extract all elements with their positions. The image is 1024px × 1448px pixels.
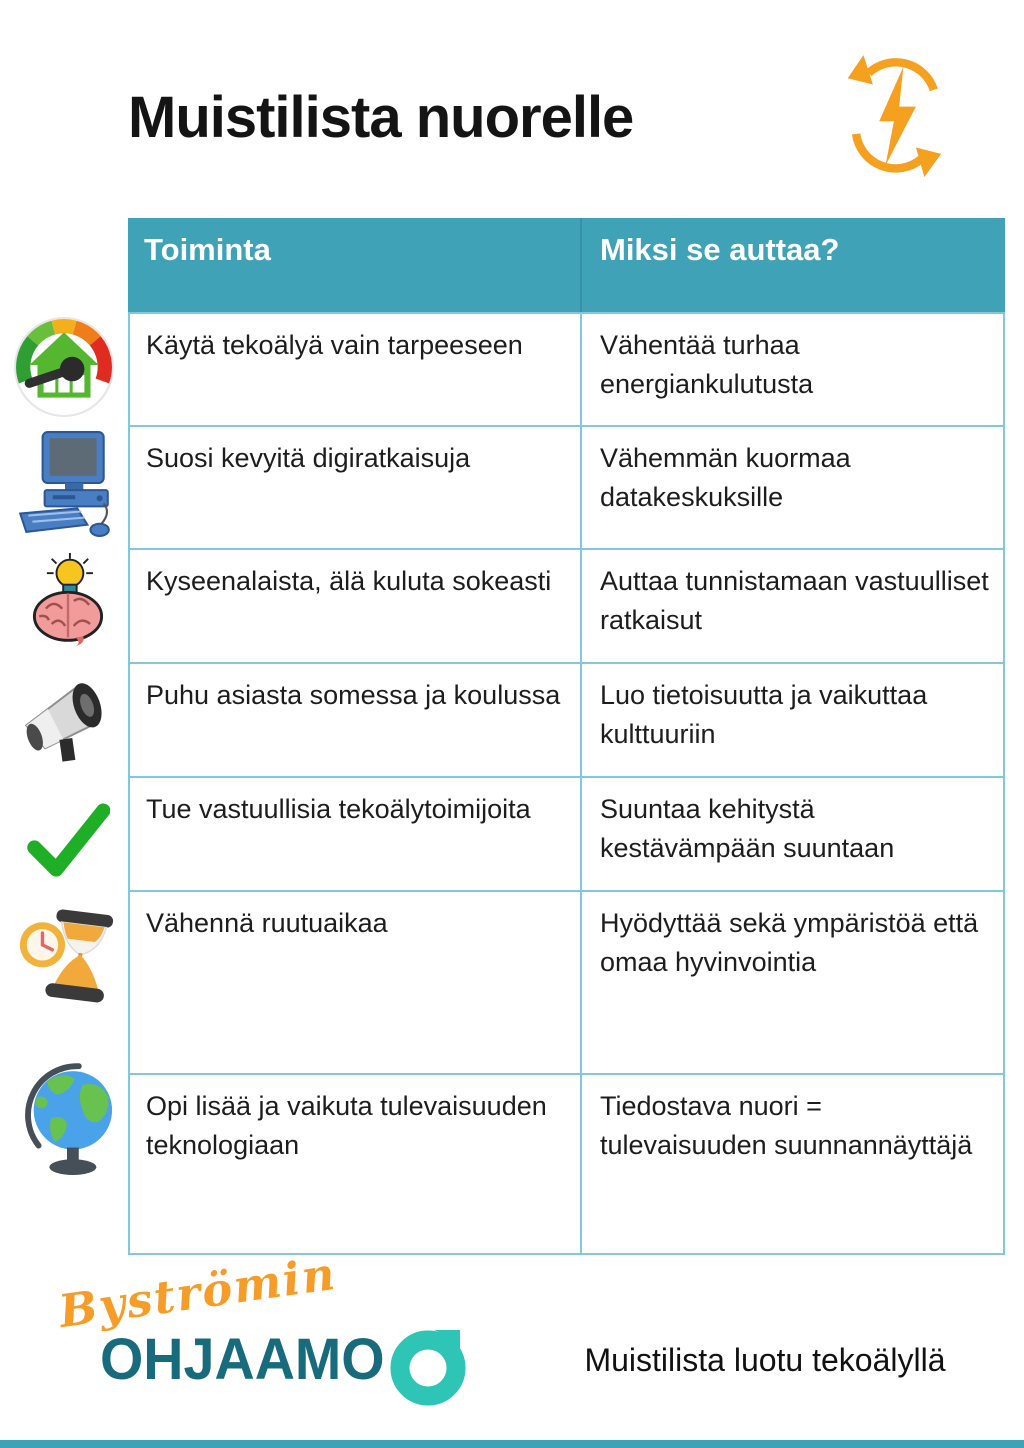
footer-note: Muistilista luotu tekoälyllä xyxy=(584,1342,946,1378)
globe-icon xyxy=(18,1062,116,1186)
checkmark-icon xyxy=(26,796,110,884)
reason-cell: Tiedostava nuori = tulevaisuuden suunnannäyttäjä xyxy=(600,1091,973,1161)
action-cell: Tue vastuullisia tekoälytoimijoita xyxy=(130,778,582,890)
column-header-reason: Miksi se auttaa? xyxy=(600,232,840,267)
action-cell: Vähennä ruutuaikaa xyxy=(130,892,582,1073)
logo-block-text: OHJAAMO xyxy=(100,1327,385,1392)
reason-cell: Vähemmän kuormaa datakeskuksille xyxy=(600,443,851,513)
computer-icon xyxy=(14,428,116,540)
logo-script-text: Byströmin xyxy=(55,1246,340,1339)
table-row xyxy=(130,776,1003,890)
table-header-row xyxy=(128,218,1005,312)
logo-o-mark-icon xyxy=(390,1328,468,1406)
table-row xyxy=(130,662,1003,776)
action-cell: Puhu asiasta somessa ja koulussa xyxy=(130,664,582,776)
brain-idea-icon xyxy=(20,552,116,650)
reason-cell: Auttaa tunnistamaan vastuulliset ratkaisut xyxy=(600,566,989,636)
reason-cell: Luo tietoisuutta ja vaikuttaa kulttuuriin xyxy=(600,680,928,750)
megaphone-icon xyxy=(12,668,116,766)
column-header-action: Toiminta xyxy=(128,218,582,312)
action-cell: Kyseenalaista, älä kuluta sokeasti xyxy=(130,550,582,662)
energy-recycle-icon xyxy=(840,52,952,178)
action-cell: Opi lisää ja vaikuta tulevaisuuden teknologiaan xyxy=(130,1075,582,1253)
bottom-accent-bar xyxy=(0,1440,1024,1448)
hourglass-icon xyxy=(16,905,114,1019)
table-row xyxy=(130,548,1003,662)
table-row xyxy=(130,1073,1003,1253)
reason-cell: Hyödyttää sekä ympäristöä että omaa hyvinvointia xyxy=(600,908,979,978)
table-row xyxy=(130,425,1003,548)
page-title: Muistilista nuorelle xyxy=(128,85,634,150)
reason-cell: Suuntaa kehitystä kestävämpään suuntaan xyxy=(600,794,895,864)
action-cell: Käytä tekoälyä vain tarpeeseen xyxy=(130,314,582,425)
table-row xyxy=(130,890,1003,1073)
table-row xyxy=(130,312,1003,425)
action-cell: Suosi kevyitä digiratkaisuja xyxy=(130,427,582,548)
table-body xyxy=(128,312,1005,1255)
reason-cell: Vähentää turhaa energiankulutusta xyxy=(600,330,814,400)
checklist-table xyxy=(128,218,1005,1255)
energy-gauge-icon xyxy=(13,316,115,418)
